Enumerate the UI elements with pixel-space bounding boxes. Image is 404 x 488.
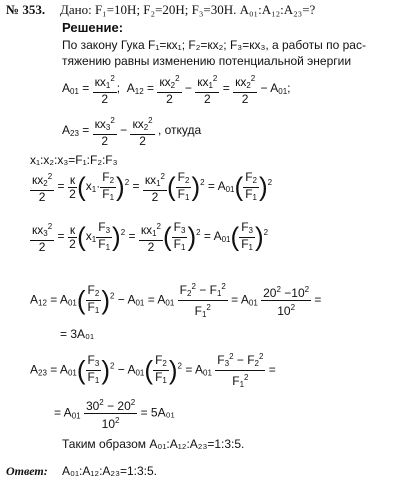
formula-final: = $A_{01}$ $\frac{30^2 - 20^2}{10^2}$ = 5A₀₁ <box>54 398 175 431</box>
solution-title: Решение: <box>62 20 124 35</box>
result-5a01: = 5A₀₁ <box>140 405 175 420</box>
solution-text-line2: тяжению равны изменению потенциальной энергии <box>62 54 352 68</box>
formula-a23-expanded: $A_{23} = A_{01}$( $\frac{F_3}{F_1}$ )$^2 - A_{01}$( $\frac{F_2}{F_1}$ )$^2 = A_{01}$ $\frac{F_3^2 - F_2^2}{F_1^2}$ = <box>30 352 276 389</box>
solution-text-line1: По закону Гука F₁=кx₁; F₂=кx₂; F₃=кx₃, а работы по рас- <box>62 38 366 52</box>
answer-value: A₀₁:A₁₂:A₂₃=1:3:5. <box>62 464 157 478</box>
conclusion-line: Таким образом A₀₁:A₁₂:A₂₃=1:3:5. <box>62 437 245 451</box>
answer-label: Ответ: <box>6 464 48 478</box>
otkuda-text: , откуда <box>157 123 202 138</box>
ratio-line: x₁:x₂:x₃=F₁:F₂:F₃ <box>30 153 118 167</box>
formula-a01-a12: $A_{01}$ = $\frac{кx_1^2}{2}$ ; $A_{12}$ = $\frac{кx_2^2}{2}$ − $\frac{кx_1^2}{2}$ = $\frac{кx_2^2}{2}$ − $A_{01}$; <box>62 74 291 106</box>
formula-a23: $A_{23}$ = $\frac{кx_3^2}{2}$ − $\frac{кx_2^2}{2}$ , откуда <box>62 116 202 148</box>
formula-a12-expanded: $A_{12} = A_{01}$( $\frac{F_2}{F_1}$ )$^2 - A_{01} = A_{01}$ $\frac{F_2^2 - F_1^2}{F_1^2}$ = $A_{01}$ $\frac{20^2 -10^2}{10^2}$ = <box>30 282 322 319</box>
result-3a01: = 3A₀₁ <box>60 327 95 341</box>
formula-kx3: $\frac{кx_3^2}{2}$ = $\frac{к}{2}$ ($x_1$ $\frac{F_3}{F_1}$ )$^2$ = $\frac{кx_1^2}{2}$ ( $\frac{F_3}{F_1}$ )$^2 = A_{01}$( $\frac{F_3}{F_1}$ )$^2$ <box>32 219 269 254</box>
formula-kx2: $\frac{кx_2^2}{2}$ = $\frac{к}{2}$ ($x_1\cdot$ $\frac{F_2}{F_1}$ )$^2$ = $\frac{кx_1^2}{2}$ ( $\frac{F_2}{F_1}$ )$^2 = A_{01}$( $\frac{F_2}{F_1}$ )$^2$ <box>32 169 273 204</box>
problem-number: № 353. <box>6 2 46 17</box>
given-line: Дано: F₁=10Н; F₂=20Н; F₃=30Н. A₀₁:A₁₂:A₂₃=? <box>60 2 316 17</box>
